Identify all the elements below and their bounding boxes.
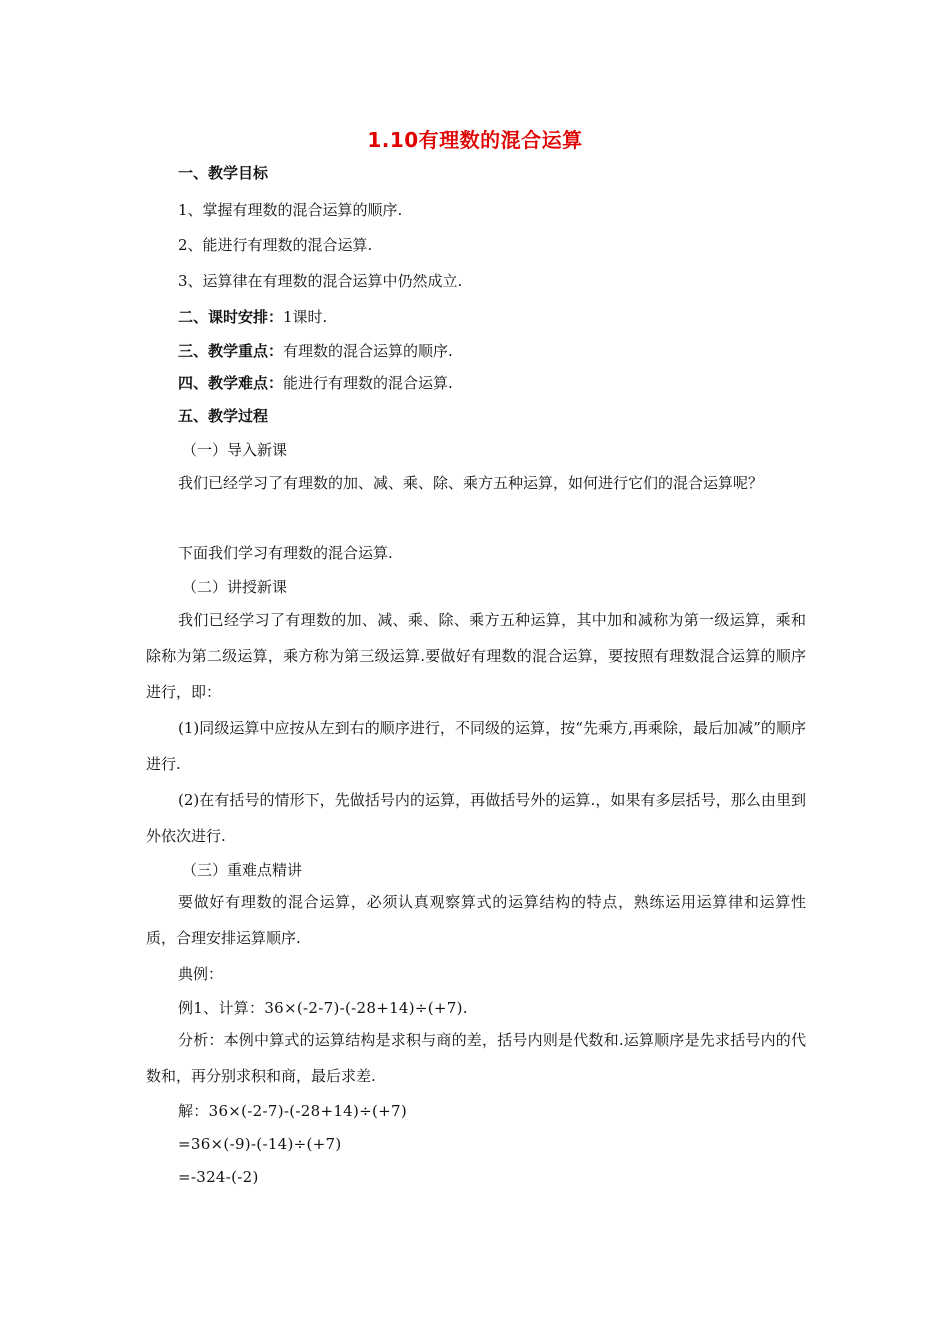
subsection-heading-intro: （一）导入新课 (182, 441, 288, 459)
document-title: 1.10有理数的混合运算 (367, 128, 583, 152)
rule-item: (2)在有括号的情形下，先做括号内的运算，再做括号外的运算.，如果有多层括号，那么由里到外依次进行. (146, 791, 806, 845)
subsection-heading-new-lesson: （二）讲授新课 (182, 578, 288, 596)
key-point (178, 341, 453, 361)
section-heading-difficult-point: 四、教学难点： (178, 374, 284, 392)
section-heading-objectives: 一、教学目标 (178, 164, 269, 182)
difficult-point (178, 373, 453, 393)
lesson-hours (178, 307, 327, 327)
section-heading-process: 五、教学过程 (178, 407, 269, 425)
solution-step: =36×(-9)-(-14)÷(+7) (178, 1135, 342, 1153)
analysis-paragraph: 分析：本例中算式的运算结构是求积与商的差，括号内则是代数和.运算顺序是先求括号内的代数和，再分别求积和商，最后求差. (146, 1031, 806, 1085)
example-problem: 例1、计算：36×(-2-7)-(-28+14)÷(+7). (178, 999, 468, 1017)
paragraph: 要做好有理数的混合运算，必须认真观察算式的运算结构的特点，熟练运用运算律和运算性质，合理安排运算顺序. (146, 893, 806, 947)
subsection-heading-key-difficulties: （三）重难点精讲 (182, 861, 303, 879)
rule-item: (1)同级运算中应按从左到右的顺序进行，不同级的运算，按“先乘方,再乘除，最后加减”的顺序进行. (146, 719, 806, 773)
paragraph: 下面我们学习有理数的混合运算. (178, 544, 393, 562)
difficult-point-text: 能进行有理数的混合运算. (283, 374, 453, 392)
paragraph: 我们已经学习了有理数的加、减、乘、除、乘方五种运算，其中加和减称为第一级运算，乘和除称为第二级运算，乘方称为第三级运算.要做好有理数的混合运算，要按照有理数混合运算的顺序进行，即： (146, 611, 806, 701)
section-heading-key-point: 三、教学重点： (178, 342, 284, 360)
section-heading-hours: 二、课时安排： (178, 308, 284, 326)
objective-item: 2、能进行有理数的混合运算. (178, 236, 373, 254)
objective-item: 3、运算律在有理数的混合运算中仍然成立. (178, 272, 463, 290)
solution-step: 解：36×(-2-7)-(-28+14)÷(+7) (178, 1102, 408, 1120)
solution-step: =-324-(-2) (178, 1168, 259, 1186)
paragraph: 我们已经学习了有理数的加、减、乘、除、乘方五种运算，如何进行它们的混合运算呢？ (178, 474, 764, 492)
example-label: 典例： (178, 965, 224, 983)
key-point-text: 有理数的混合运算的顺序. (283, 342, 453, 360)
objective-item: 1、掌握有理数的混合运算的顺序. (178, 201, 403, 219)
lesson-hours-value: 1课时. (283, 308, 328, 326)
